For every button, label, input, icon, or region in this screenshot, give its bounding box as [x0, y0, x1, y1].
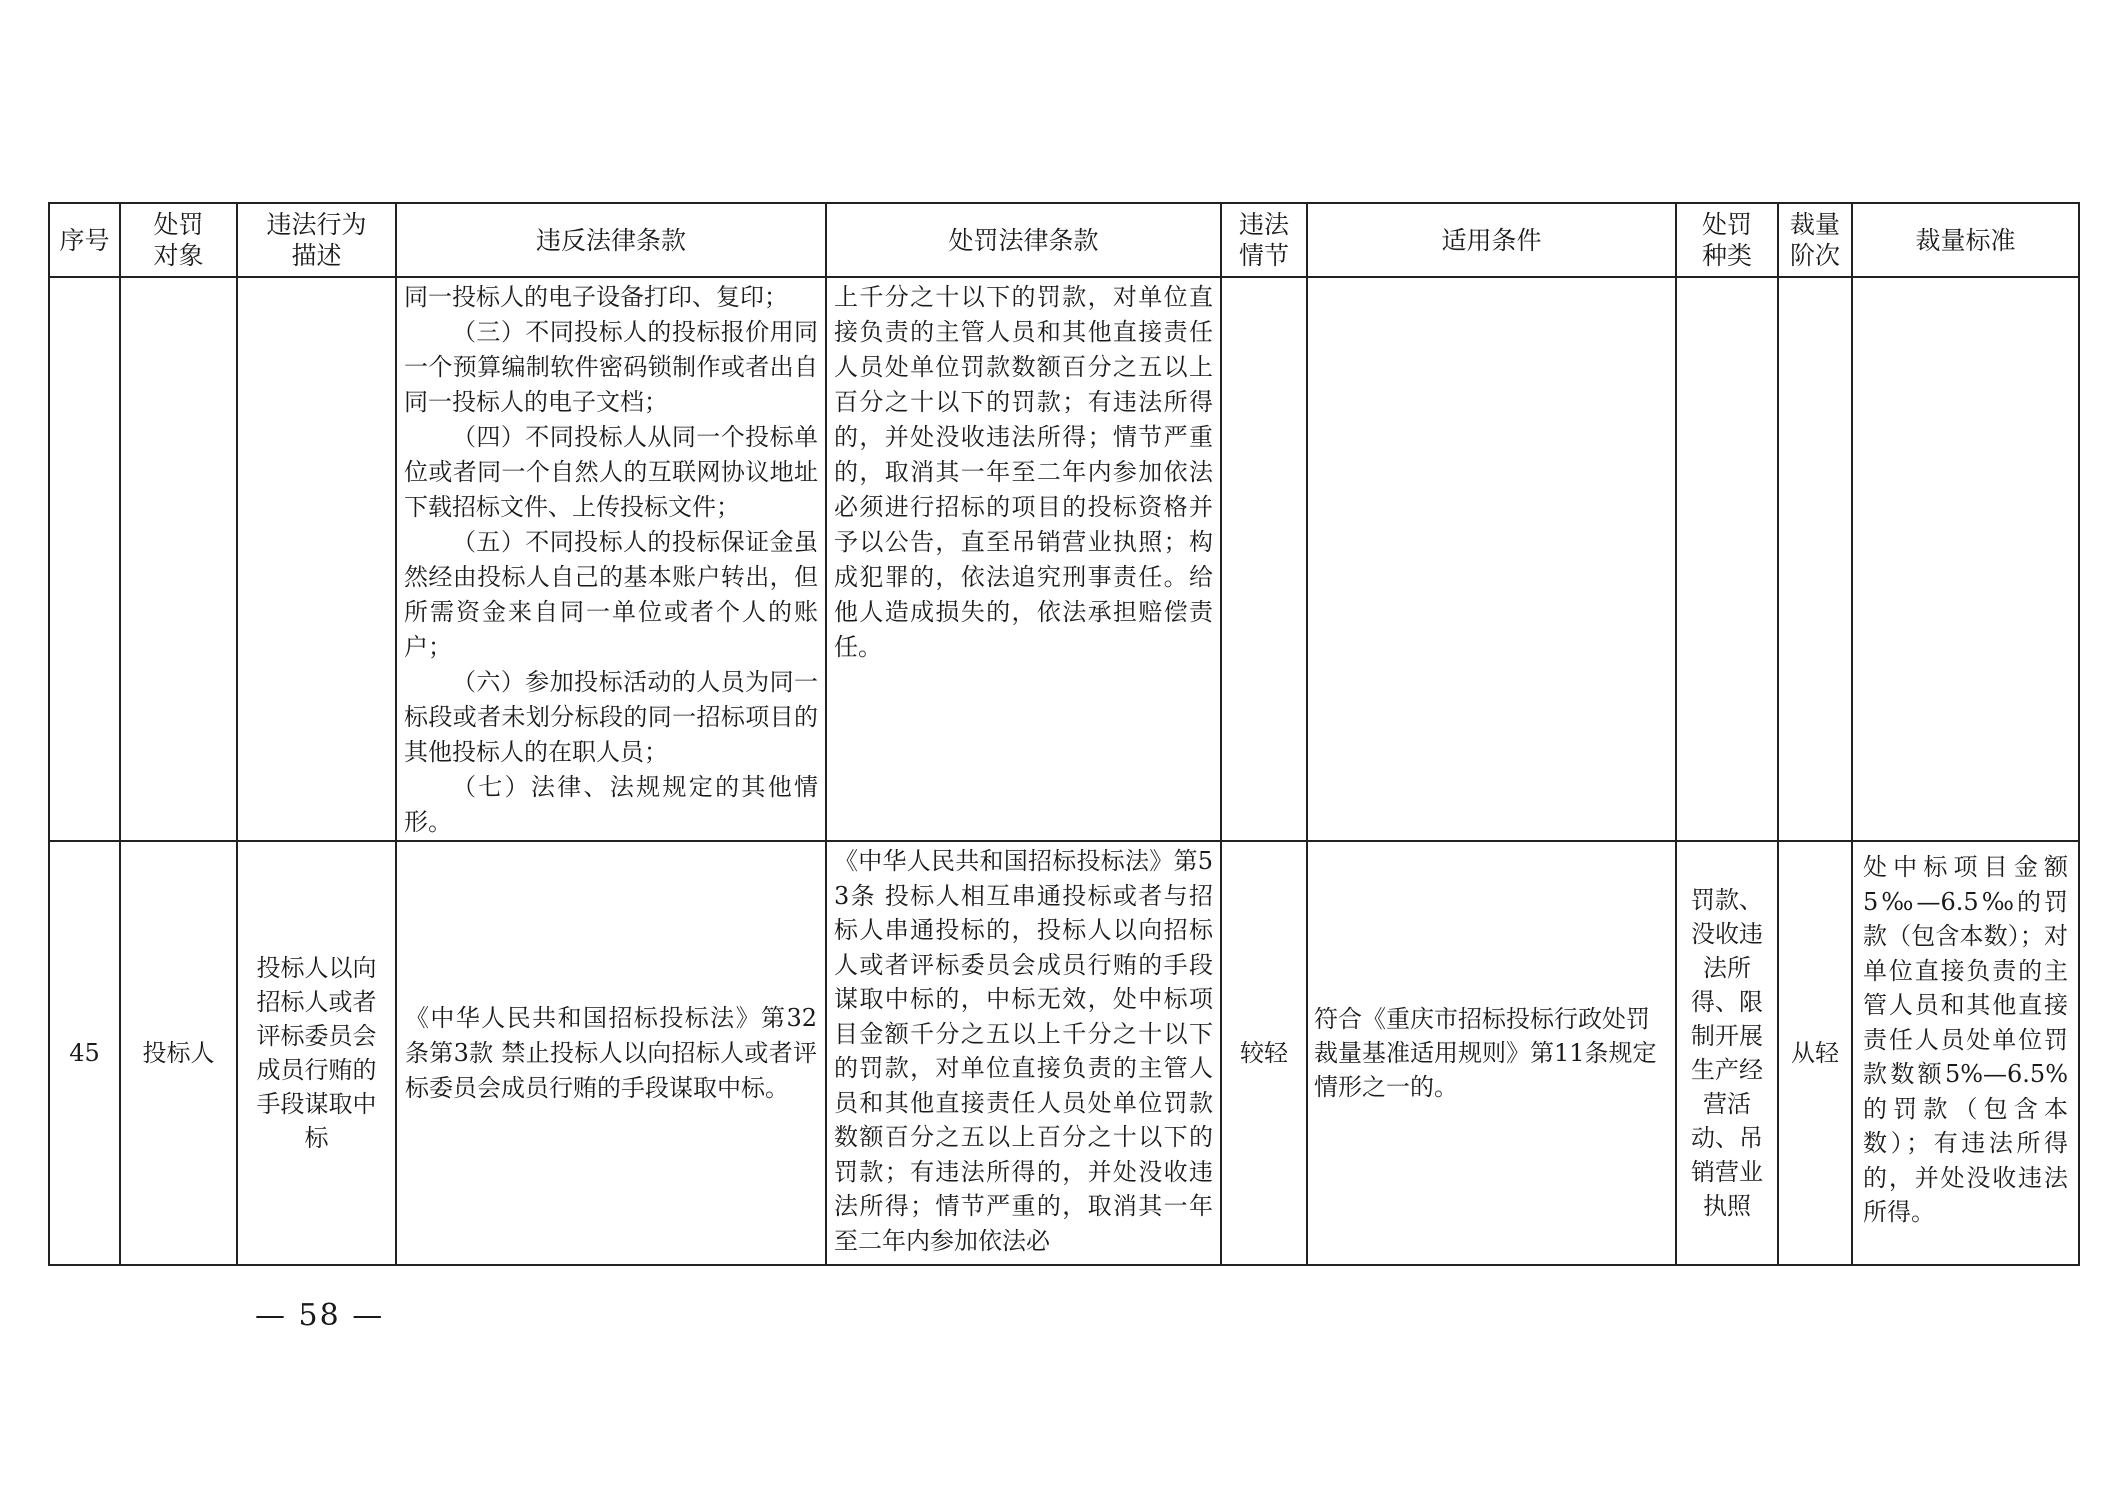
- header-condition: 适用条件: [1307, 203, 1676, 277]
- cell-description: 投标人以向招标人或者评标委员会成员行贿的手段谋取中标: [237, 841, 396, 1265]
- header-level: 裁量阶次: [1778, 203, 1852, 277]
- cell-serial-empty: [49, 277, 120, 841]
- cell-penalty-type: 罚款、没收违法所得、限制开展生产经营活动、吊销营业执照: [1676, 841, 1778, 1265]
- header-serial: 序号: [49, 203, 120, 277]
- header-penalty-clause: 处罚法律条款: [826, 203, 1221, 277]
- cell-penalty-clause: 《中华人民共和国招标投标法》第53条 投标人相互串通投标或者与招标人串通投标的，投标人以向招标人或者评标委员会成员行贿的手段谋取中标的，中标无效，处中标项目金额千分之五以上千分之十以下的罚款，对单位直接负责的主管人员和其他直接责任人员处单位罚款数额百分之五以上百分之十以下的罚款；有违法所得的，并处没收违法所得；情节严重的，取消其一年至二年内参加依法必: [826, 841, 1221, 1265]
- cell-penalty-type-empty: [1676, 277, 1778, 841]
- clause-paragraph: （四）不同投标人从同一个投标单位或者同一个自然人的互联网协议地址下载招标文件、上传投标文件；: [404, 423, 818, 521]
- penalty-clause-text: 上千分之十以下的罚款，对单位直接负责的主管人员和其他直接责任人员处单位罚款数额百分之五以上百分之十以下的罚款；有违法所得的，并处没收违法所得；情节严重的，取消其一年至二年内参加依法必须进行招标的项目的投标资格并予以公告，直至吊销营业执照；构成犯罪的，依法追究刑事责任。给他人造成损失的，依法承担赔偿责任。: [834, 283, 1213, 661]
- cell-condition-empty: [1307, 277, 1676, 841]
- cell-target: 投标人: [120, 841, 237, 1265]
- header-target: 处罚对象: [120, 203, 237, 277]
- cell-serial: 45: [49, 841, 120, 1265]
- header-penalty-type: 处罚种类: [1676, 203, 1778, 277]
- cell-penalty-clause: [826, 277, 1221, 841]
- clause-paragraph: （五）不同投标人的投标保证金虽然经由投标人自己的基本账户转出，但所需资金来自同一单位或者个人的账户；: [404, 528, 818, 661]
- cell-level-empty: [1778, 277, 1852, 841]
- cell-circumstance: 较轻: [1221, 841, 1307, 1265]
- clause-paragraph: （三）不同投标人的投标报价用同一个预算编制软件密码锁制作或者出自同一投标人的电子文档；: [404, 318, 818, 416]
- cell-level: 从轻: [1778, 841, 1852, 1265]
- header-description: 违法行为描述: [237, 203, 396, 277]
- clause-paragraph: （七）法律、法规规定的其他情形。: [404, 773, 818, 836]
- cell-description-empty: [237, 277, 396, 841]
- clause-paragraph: （六）参加投标活动的人员为同一标段或者未划分标段的同一招标项目的其他投标人的在职人员；: [404, 668, 818, 766]
- header-standard: 裁量标准: [1852, 203, 2079, 277]
- cell-circumstance-empty: [1221, 277, 1307, 841]
- cell-condition: 符合《重庆市招标投标行政处罚裁量基准适用规则》第11条规定情形之一的。: [1307, 841, 1676, 1265]
- header-row: [49, 203, 2079, 277]
- clause-paragraph: 同一投标人的电子设备打印、复印；: [404, 283, 788, 311]
- cell-target-empty: [120, 277, 237, 841]
- table-row-continued: [49, 277, 2079, 841]
- page-number: — 58 —: [255, 1298, 385, 1333]
- table-row-45: [49, 841, 2079, 1265]
- penalty-discretion-table: [48, 202, 2080, 1266]
- cell-standard: 处中标项目金额5‰—6.5‰的罚款（包含本数）；对单位直接负责的主管人员和其他直接责任人员处单位罚款数额5%—6.5%的罚款（包含本数）；有违法所得的，并处没收违法所得。: [1852, 841, 2079, 1265]
- cell-violated-clause: [396, 277, 826, 841]
- header-circumstance: 违法情节: [1221, 203, 1307, 277]
- header-violated-clause: 违反法律条款: [396, 203, 826, 277]
- cell-violated-clause: 《中华人民共和国招标投标法》第32条第3款 禁止投标人以向招标人或者评标委员会成员行贿的手段谋取中标。: [396, 841, 826, 1265]
- cell-standard-empty: [1852, 277, 2079, 841]
